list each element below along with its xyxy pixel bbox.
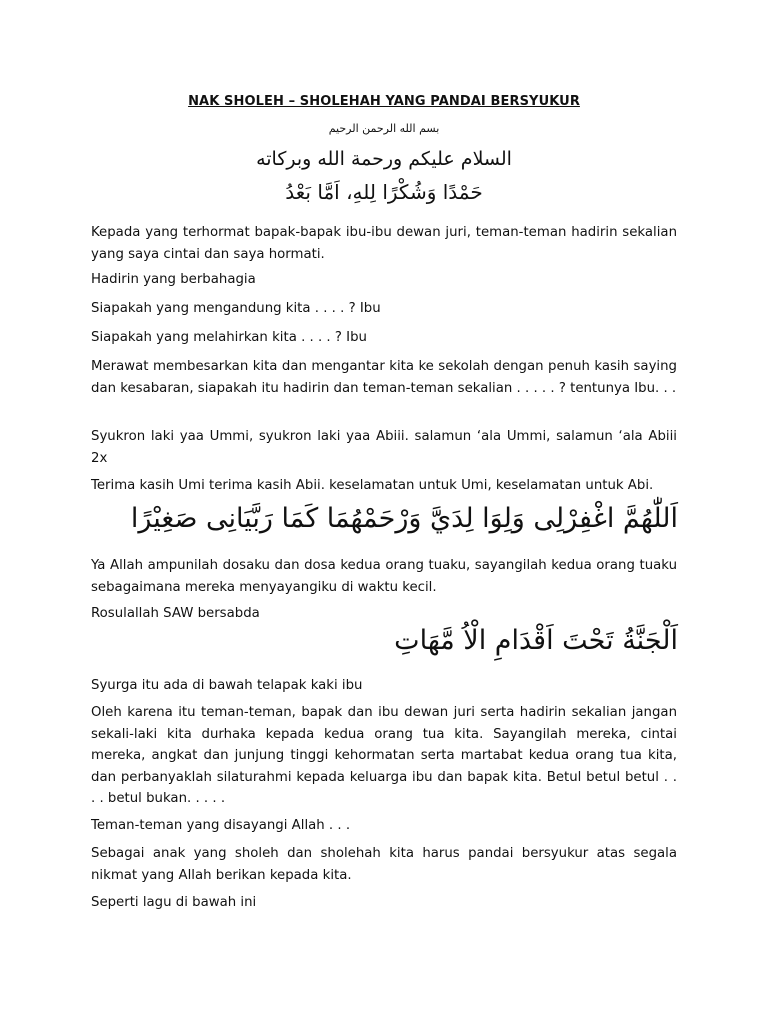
paragraph-syurga: Syurga itu ada di bawah telapak kaki ibu: [91, 678, 363, 693]
arabic-salam: السلام عليكم ورحمة الله وبركاته: [256, 148, 512, 170]
paragraph-question-1: Siapakah yang mengandung kita . . . . ? Ibu: [91, 301, 381, 316]
arabic-basmala: بسم الله الرحمن الرحيم: [328, 122, 440, 135]
paragraph-oleh-karena: Oleh karena itu teman-teman, bapak dan ibu dewan juri serta hadirin sekalian jangan sekali-laki kita durhaka kepada kedua orang tua kita. Sayangilah mereka, cintai mereka, angkat dan junjung tinggi kehormatan serta martabat kedua orang tua kita, dan perbanyaklah silaturahmi kepada keluarga ibu dan bapak kita. Betul betul betul . . . . betul bukan. . . . .: [91, 705, 677, 806]
paragraph-hadirin: Hadirin yang berbahagia: [91, 272, 256, 287]
paragraph-seperti-lagu: Seperti lagu di bawah ini: [91, 895, 257, 910]
paragraph-syukron: Syukron laki yaa Ummi, syukron laki yaa Abiii. salamun ‘ala Ummi, salamun ‘ala Abiii 2x: [91, 429, 677, 466]
paragraph-opening: Kepada yang terhormat bapak-bapak ibu-ibu dewan juri, teman-teman hadirin sekalian yang saya cintai dan saya hormati.: [91, 225, 677, 262]
arabic-jannah: اَلْجَنَّةُ تَحْتَ اَقْدَامِ الْاُ مَّهَاتِ: [394, 625, 678, 656]
paragraph-terima-kasih: Terima kasih Umi terima kasih Abii. keselamatan untuk Umi, keselamatan untuk Abi.: [91, 478, 654, 493]
paragraph-ya-allah: Ya Allah ampunilah dosaku dan dosa kedua orang tuaku, sayangilah kedua orang tuaku sebagaimana mereka menyayangiku di waktu kecil.: [91, 558, 677, 595]
paragraph-sebagai: Sebagai anak yang sholeh dan sholehah kita harus pandai bersyukur atas segala nikmat yang Allah berikan kepada kita.: [91, 846, 677, 883]
paragraph-merawat: Merawat membesarkan kita dan mengantar kita ke sekolah dengan penuh kasih saying dan kesabaran, siapakah itu hadirin dan teman-teman sekalian . . . . . ? tentunya Ibu. . .: [91, 359, 677, 396]
paragraph-teman-teman: Teman-teman yang disayangi Allah . . .: [91, 818, 351, 833]
paragraph-question-2: Siapakah yang melahirkan kita . . . . ? Ibu: [91, 330, 367, 345]
document-title: NAK SHOLEH – SHOLEHAH YANG PANDAI BERSYUKUR: [188, 94, 580, 109]
paragraph-rosulallah: Rosulallah SAW bersabda: [91, 606, 260, 621]
arabic-hamd: حَمْدًا وَشُكْرًا لِلهِ، اَمَّا بَعْدُ: [285, 180, 483, 204]
arabic-dua: اَللّٰهُمَّ اغْفِرْلِى وَلِوَا لِدَيَّ وَرْحَمْهُمَا كَمَا رَبَّيَانِى صَغِيْرًا: [130, 503, 678, 534]
